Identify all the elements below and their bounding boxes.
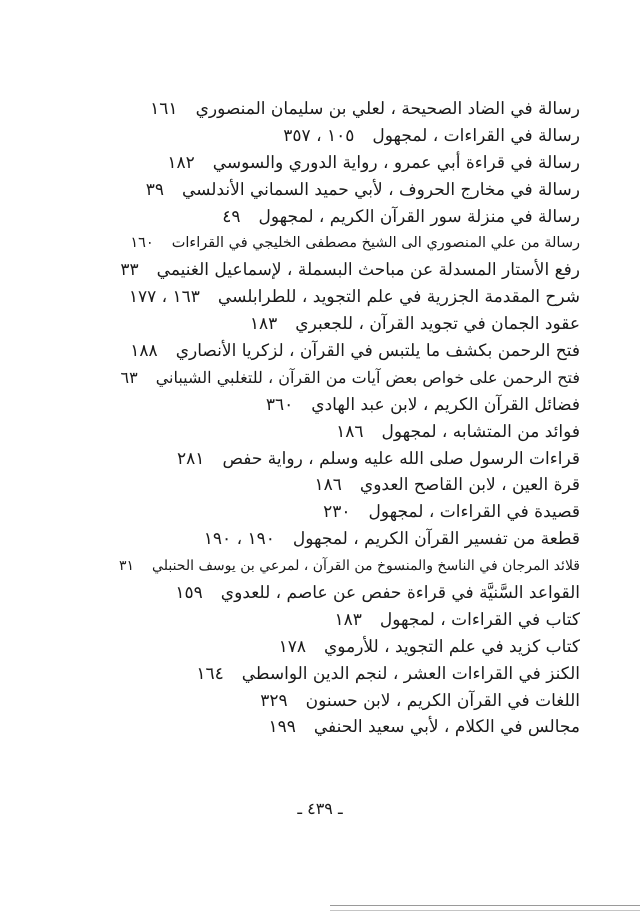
index-entry bbox=[120, 714, 580, 741]
entry-page-numbers: ٣٢٩ bbox=[260, 690, 288, 711]
index-entry bbox=[120, 553, 580, 580]
entry-title: مجالس في الكلام ، لأبي سعيد الحنفي bbox=[313, 717, 580, 738]
index-entry bbox=[120, 688, 580, 715]
entry-title: قطعة من تفسير القرآن الكريم ، لمجهول bbox=[292, 529, 580, 550]
index-entry bbox=[120, 419, 580, 446]
entry-page-numbers: ٣٦٠ bbox=[265, 394, 294, 415]
index-entry bbox=[120, 634, 580, 661]
index-entry-list bbox=[120, 96, 580, 741]
index-entry bbox=[120, 365, 580, 392]
entry-title: الكنز في القراءات العشر ، لنجم الدين الواسطي bbox=[241, 663, 580, 684]
entry-page-numbers: ١٨٢ bbox=[167, 152, 195, 173]
index-entry bbox=[120, 311, 580, 338]
entry-title: فضائل القرآن الكريم ، لابن عبد الهادي bbox=[311, 394, 580, 415]
entry-page-numbers: ١٦١ bbox=[150, 99, 178, 119]
entry-title: رسالة في قراءة أبي عمرو ، رواية الدوري والسوسي bbox=[212, 152, 580, 173]
entry-title: شرح المقدمة الجزرية في علم التجويد ، للطرابلسي bbox=[217, 287, 580, 308]
entry-page-numbers: ١٨٣ bbox=[249, 314, 278, 335]
entry-page-numbers: ١٨٦ bbox=[336, 421, 364, 442]
entry-page-numbers: ٢٨١ bbox=[177, 448, 205, 469]
entry-title: عقود الجمان في تجويد القرآن ، للجعبري bbox=[295, 314, 580, 335]
entry-page-numbers: ٢٣٠ bbox=[323, 502, 351, 523]
entry-page-numbers: ١٦٣ ، ١٧٧ bbox=[128, 287, 200, 308]
entry-page-numbers: ١٧٨ bbox=[278, 636, 306, 657]
entry-page-numbers: ١٨٣ bbox=[334, 609, 362, 630]
page-edge-line-shadow bbox=[330, 910, 640, 911]
entry-title: رفع الأستار المسدلة عن مباحث البسملة ، لإسماعيل الغنيمي bbox=[156, 260, 580, 281]
entry-page-numbers: ١٩٩ bbox=[268, 717, 296, 738]
page-edge-line bbox=[330, 905, 640, 906]
entry-title: كتاب في القراءات ، لمجهول bbox=[379, 609, 580, 630]
index-entry bbox=[120, 284, 580, 311]
index-entry bbox=[120, 150, 580, 177]
entry-title: اللغات في القرآن الكريم ، لابن حسنون bbox=[305, 690, 580, 711]
index-entry bbox=[120, 580, 580, 607]
entry-page-numbers: ٦٣ bbox=[120, 367, 138, 387]
entry-title: رسالة في منزلة سور القرآن الكريم ، لمجهول bbox=[258, 206, 580, 227]
entry-page-numbers: ٣١ bbox=[119, 558, 135, 575]
index-entry bbox=[120, 392, 580, 419]
index-entry bbox=[120, 204, 580, 231]
page-number: ـ ٤٣٩ ـ bbox=[297, 799, 343, 818]
entry-title: كتاب كزيد في علم التجويد ، للأرموي bbox=[324, 636, 580, 657]
index-entry bbox=[120, 230, 580, 257]
entry-title: قراءات الرسول صلى الله عليه وسلم ، رواية حفص bbox=[222, 448, 580, 469]
entry-page-numbers: ١٥٩ bbox=[175, 583, 203, 604]
index-entry bbox=[120, 123, 580, 150]
index-entry bbox=[120, 338, 580, 365]
entry-title: قرة العين ، لابن القاصح العدوي bbox=[359, 475, 580, 496]
entry-title: رسالة في الضاد الصحيحة ، لعلي بن سليمان المنصوري bbox=[195, 99, 580, 119]
index-entry bbox=[120, 96, 580, 123]
entry-title: فتح الرحمن بكشف ما يلتبس في القرآن ، لزكريا الأنصاري bbox=[175, 341, 580, 362]
entry-title: رسالة من علي المنصوري الى الشيخ مصطفى الخليجي في القراءات bbox=[171, 235, 580, 252]
entry-page-numbers: ٣٣ bbox=[120, 260, 139, 281]
index-entry bbox=[120, 499, 580, 526]
entry-title: القواعد السَّنيَّة في قراءة حفص عن عاصم ، للعدوي bbox=[220, 583, 580, 604]
entry-page-numbers: ١٨٨ bbox=[130, 341, 158, 362]
entry-title: رسالة في القراءات ، لمجهول bbox=[372, 125, 580, 146]
entry-title: قصيدة في القراءات ، لمجهول bbox=[368, 502, 580, 523]
entry-title: قلائد المرجان في الناسخ والمنسوخ من القرآن ، لمرعي بن يوسف الحنبلي bbox=[152, 558, 580, 575]
entry-title: فوائد من المتشابه ، لمجهول bbox=[381, 421, 580, 442]
index-entry bbox=[120, 472, 580, 499]
index-entry bbox=[120, 257, 580, 284]
entry-page-numbers: ١٠٥ ، ٣٥٧ bbox=[283, 125, 355, 146]
entry-page-numbers: ٤٩ bbox=[222, 206, 241, 227]
entry-page-numbers: ١٦٠ bbox=[130, 235, 154, 252]
entry-title: رسالة في مخارج الحروف ، لأبي حميد السماني الأندلسي bbox=[181, 179, 580, 200]
index-entry bbox=[120, 661, 580, 688]
index-entry bbox=[120, 446, 580, 473]
index-entry bbox=[120, 526, 580, 553]
entry-title: فتح الرحمن على خواص بعض آيات من القرآن ، للتغلبي الشيباني bbox=[155, 367, 580, 387]
entry-page-numbers: ١٦٤ bbox=[196, 663, 224, 684]
entry-page-numbers: ٣٩ bbox=[145, 179, 164, 200]
entry-page-numbers: ١٩٠ ، ١٩٠ bbox=[203, 529, 275, 550]
entry-page-numbers: ١٨٦ bbox=[314, 475, 342, 496]
index-entry bbox=[120, 177, 580, 204]
index-entry bbox=[120, 607, 580, 634]
